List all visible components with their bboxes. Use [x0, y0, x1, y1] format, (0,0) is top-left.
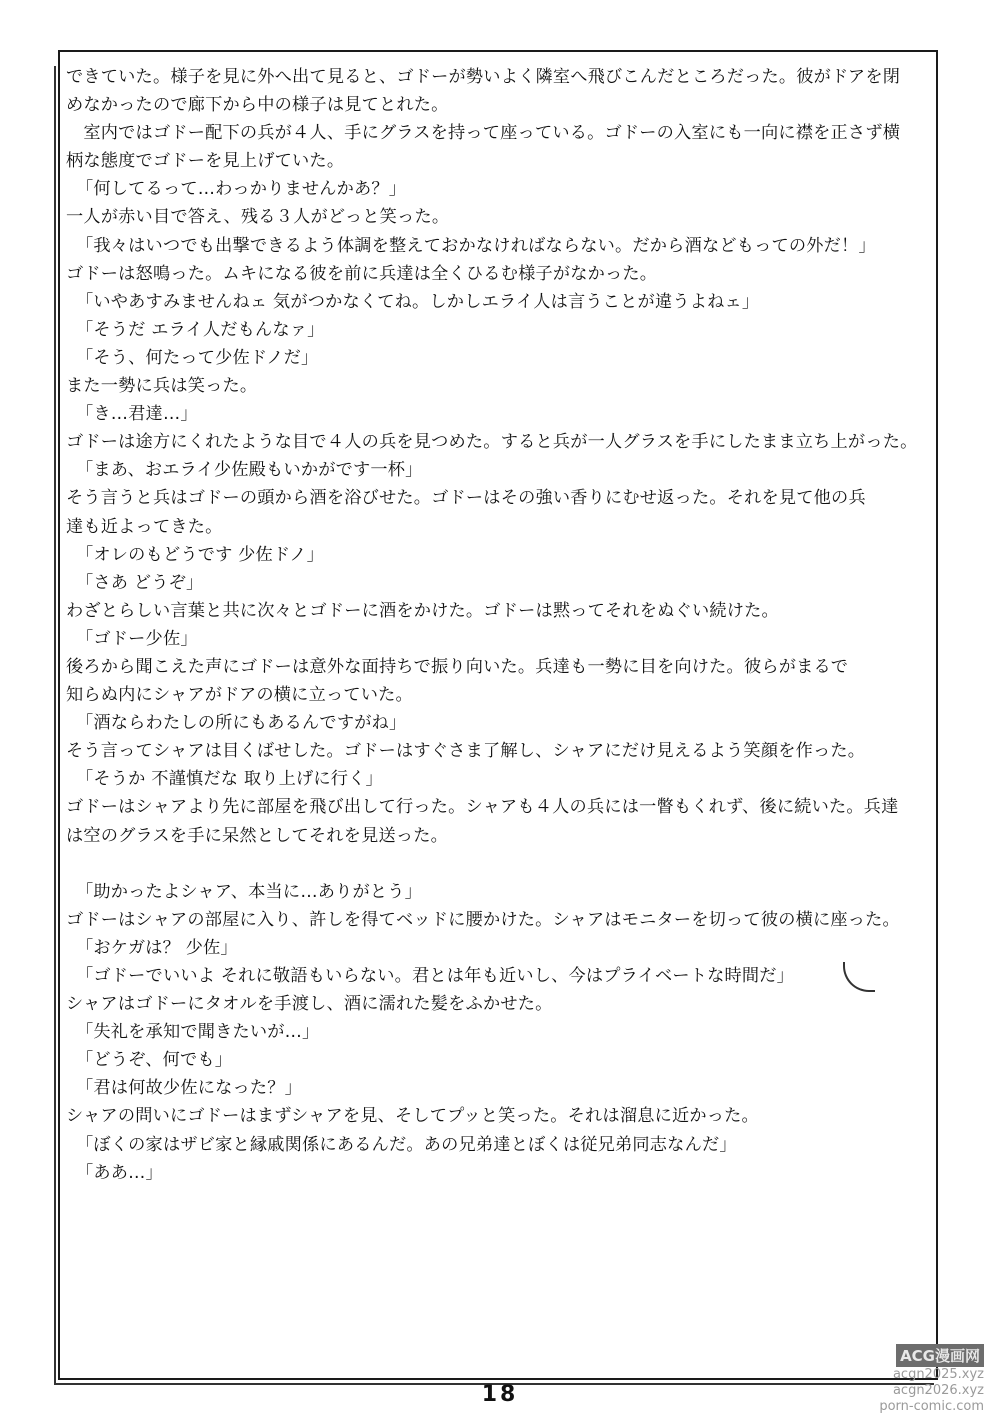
text-line: ゴドーは怒鳴った。ムキになる彼を前に兵達は全くひるむ様子がなかった。	[66, 263, 658, 284]
dialogue-line: 「き…君達…」	[76, 404, 198, 425]
text-line: わざとらしい言葉と共に次々とゴドーに酒をかけた。ゴドーは黙ってそれをぬぐい続けた。	[66, 600, 779, 621]
text-line: ゴドーは途方にくれたような目で４人の兵を見つめた。すると兵が一人グラスを手にしたまま立ち上がった。	[66, 432, 918, 453]
text-line: ゴドーはシャアの部屋に入り、許しを得てベッドに腰かけた。シャアはモニターを切って彼の横に座った。	[66, 909, 900, 930]
dialogue-line: 「いやあすみませんねェ 気がつかなくてね。しかしエライ人は言うことが違うよねェ」	[76, 291, 760, 312]
frame-shadow-left	[54, 66, 56, 1384]
blank-line	[66, 850, 936, 878]
watermark-url-1: acgn2025.xyz	[892, 1367, 984, 1382]
dialogue-line: 「失礼を承知で聞きたいが…」	[76, 1022, 320, 1043]
dialogue-line: 「何してるって…わっかりませんかあ？」	[76, 179, 407, 200]
text-line: 知らぬ内にシャアがドアの横に立っていた。	[66, 685, 413, 706]
dialogue-line: 「そう、何たって少佐ドノだ」	[76, 347, 319, 368]
text-line: 室内ではゴドー配下の兵が４人、手にグラスを持って座っている。ゴドーの入室にも一向に襟を正さず横	[66, 123, 901, 144]
dialogue-line: 「そうか 不謹慎だな 取り上げに行く」	[76, 769, 383, 790]
dialogue-line: 「どうぞ、何でも」	[76, 1050, 233, 1071]
dialogue-line: 「そうだ エライ人だもんなァ」	[76, 319, 325, 340]
dialogue-line: 「まあ、おエライ少佐殿もいかがです一杯」	[76, 460, 423, 481]
text-line: できていた。様子を見に外へ出て見ると、ゴドーが勢いよく隣室へ飛びこんだところだった。彼がドアを閉	[66, 67, 901, 87]
dialogue-line: 「酒ならわたしの所にもあるんですがね」	[76, 713, 407, 734]
dialogue-line: 「ああ…」	[76, 1162, 163, 1183]
manuscript-text-body	[66, 63, 936, 1187]
text-line: 後ろから聞こえた声にゴドーは意外な面持ちで振り向いた。兵達も一勢に目を向けた。彼らがまるで	[66, 656, 849, 677]
dialogue-line: 「ゴドーでいいよ それに敬語もいらない。君とは年も近いし、今はプライベートな時間だ」	[76, 966, 795, 986]
text-line: シャアの問いにゴドーはまずシャアを見、そしてプッと笑った。それは溜息に近かった。	[66, 1106, 759, 1127]
dialogue-line: 「君は何故少佐になった？」	[76, 1078, 303, 1099]
text-line: また一勢に兵は笑った。	[66, 376, 258, 397]
dialogue-line: 「オレのもどうです 少佐ドノ」	[76, 544, 325, 565]
text-line: 一人が赤い目で答え、残る３人がどっと笑った。	[66, 207, 450, 228]
text-line: 達も近よってきた。	[66, 516, 223, 537]
text-line: シャアはゴドーにタオルを手渡し、酒に濡れた髪をふかせた。	[66, 994, 553, 1015]
site-watermark	[834, 1344, 984, 1418]
page-number: 18	[481, 1382, 519, 1407]
text-line: そう言ってシャアは目くばせした。ゴドーはすぐさま了解し、シャアにだけ見えるよう笑顔を作った。	[66, 741, 866, 762]
watermark-url-3: porn-comic.com	[879, 1399, 984, 1414]
watermark-logo-text: ACG漫画网	[896, 1344, 984, 1367]
text-line: 柄な態度でゴドーを見上げていた。	[66, 151, 345, 172]
text-line: めなかったので廊下から中の様子は見てとれた。	[66, 95, 449, 116]
text-line: そう言うと兵はゴドーの頭から酒を浴びせた。ゴドーはその強い香りにむせ返った。それを見て他の兵	[66, 488, 866, 509]
text-line: ゴドーはシャアより先に部屋を飛び出して行った。シャアも４人の兵には一瞥もくれず、後に続いた。兵達	[66, 797, 899, 818]
text-line: は空のグラスを手に呆然としてそれを見送った。	[66, 825, 449, 846]
dialogue-line: 「ゴドー少佐」	[76, 628, 198, 649]
dialogue-line: 「我々はいつでも出撃できるよう体調を整えておかなければならない。だから酒などもっての外だ！」	[76, 235, 876, 256]
dialogue-line: 「助かったよシャア、本当に…ありがとう」	[76, 881, 423, 902]
watermark-url-2: acgn2026.xyz	[892, 1383, 984, 1398]
dialogue-line: 「おケガは？ 少佐」	[76, 937, 238, 958]
dialogue-line: 「さあ どうぞ」	[76, 572, 204, 593]
dialogue-line: 「ぼくの家はザビ家と縁戚関係にあるんだ。あの兄弟達とぼくは従兄弟同志なんだ」	[76, 1134, 737, 1155]
